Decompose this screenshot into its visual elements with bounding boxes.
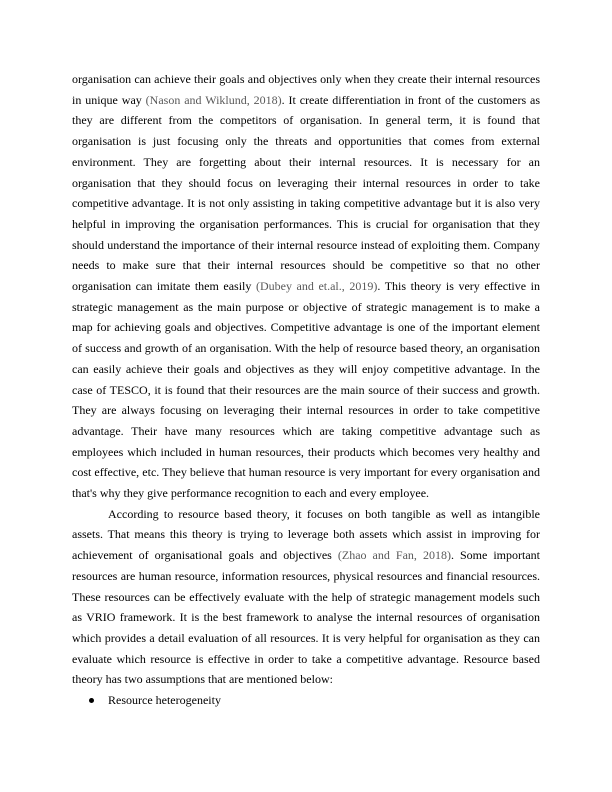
citation-nason-wiklund: (Nason and Wiklund, 2018) <box>145 92 282 107</box>
citation-zhao-fan: (Zhao and Fan, 2018) <box>337 548 451 563</box>
paragraph-1-part-2: . It create differentiation in front of the customers as they are different from the competitors of organisation. In general term, it is found that organisation is just focusing only the threats and opportunities that comes from external environment. They are forgetting about their internal resources. It is necessary for an organisation that they should focus on leveraging their internal resources in order to take competitive advantage. It is not only assisting in taking competitive advantage but it is also very helpful in improving the organisation performances. This is crucial for organisation that they should understand the importance of their internal resource instead of exploiting them. Company needs to make sure that their internal resources should be competitive so that no other organisation can imitate them easily <box>72 92 540 294</box>
paragraph-1-part-1: organisation can achieve their goals and objectives only when they create their internal resources in unique way <box>72 72 540 107</box>
bullet-icon <box>89 698 94 703</box>
citation-dubey: (Dubey and et.al., 2019) <box>255 279 378 294</box>
body-text <box>72 69 540 711</box>
paragraph-2-part-2: . Some important resources are human resource, information resources, physical resources and financial resources. These resources can be effectively evaluate with the help of strategic management models such as VRIO framework. It is the best framework to analyse the internal resources of organisation which provides a detail evaluation of all resources. It is very helpful for organisation as they can evaluate which resource is effective in order to take a competitive advantage. Resource based theory has two assumptions that are mentioned below: <box>72 548 540 687</box>
bullet-label: Resource heterogeneity <box>108 693 221 708</box>
list-item <box>72 690 540 711</box>
paragraph-2 <box>72 504 540 690</box>
paragraph-1 <box>72 69 540 504</box>
paragraph-1-part-3: . This theory is very effective in strategic management as the main purpose or objective of strategic management is to make a map for achieving goals and objectives. Competitive advantage is one of the important element of success and growth of an organisation. With the help of resource based theory, an organisation can easily achieve their goals and objectives as they will enjoy competitive advantage. In the case of TESCO, it is found that their resources are the main source of their success and growth. They are always focusing on leveraging their internal resources in order to take competitive advantage. Their have many resources which are taking competitive advantage such as employees which included in human resources, their products which becomes very healthy and cost effective, etc. They believe that human resource is very important for every organisation and that's why they give performance recognition to each and every employee. <box>72 279 541 501</box>
paragraph-2-part-1: According to resource based theory, it focuses on both tangible as well as intangible assets. That means this theory is trying to leverage both assets which assist in improving for achievement of organisational goals and objectives <box>72 506 540 563</box>
bullet-list <box>72 690 540 711</box>
